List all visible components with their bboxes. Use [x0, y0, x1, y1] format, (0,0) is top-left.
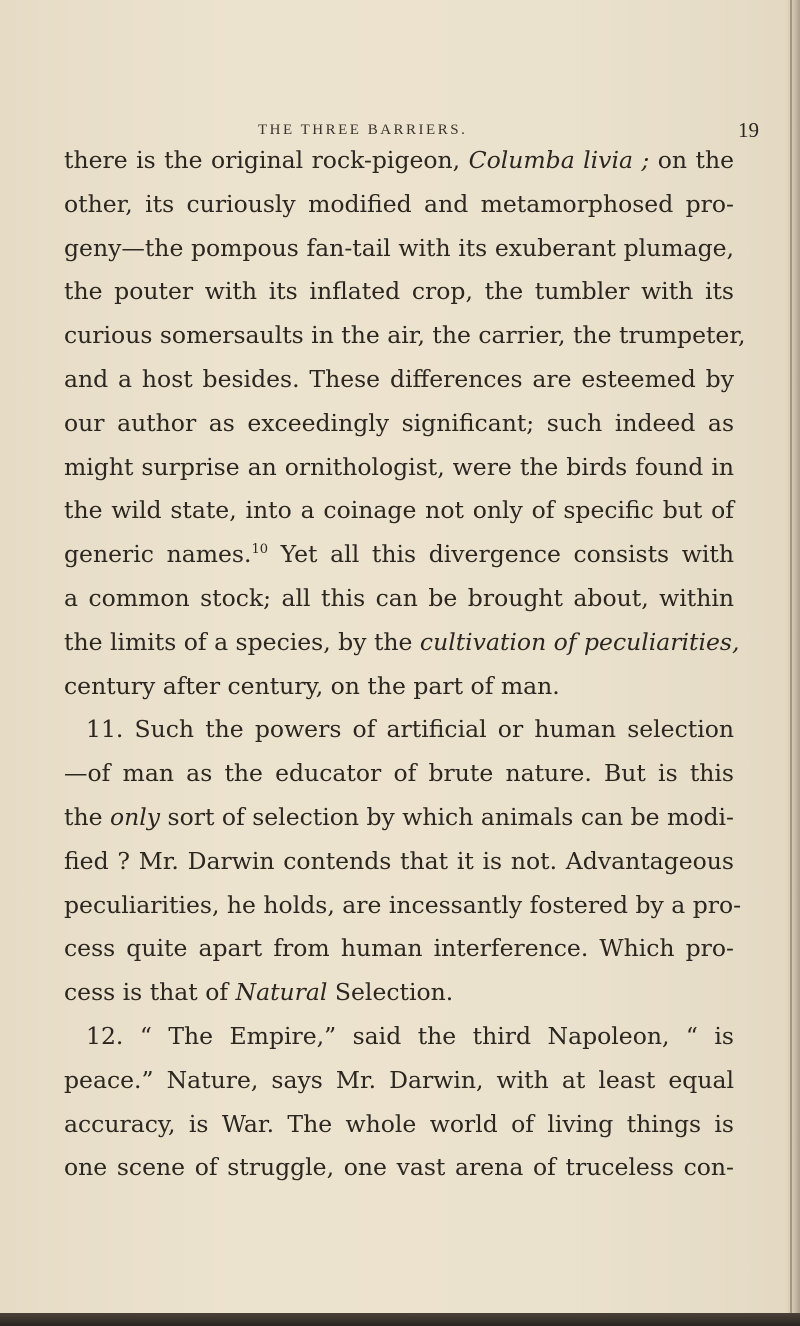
text-line — [64, 884, 742, 928]
text-segment: might surprise an ornithologist, were the birds found in — [64, 452, 734, 481]
text-segment: the — [64, 802, 110, 831]
text-line — [64, 971, 734, 1015]
text-segment: the pouter with its inflated crop, the tumbler with its — [64, 277, 734, 306]
text-segment: century after century, on the part of man. — [64, 671, 560, 700]
text-segment: Selection. — [327, 978, 454, 1007]
text-segment: the wild state, into a coinage not only of specific but of — [64, 496, 734, 525]
text-line — [64, 227, 734, 271]
body-text — [64, 139, 746, 1190]
text-line — [64, 796, 734, 840]
text-line — [64, 577, 734, 621]
text-line — [64, 1103, 734, 1147]
italic-text: only — [109, 802, 161, 831]
text-segment: and a host besides. These differences are esteemed by — [64, 364, 734, 393]
text-line — [64, 402, 734, 446]
text-segment: accuracy, is War. The whole world of living things is — [64, 1109, 734, 1138]
text-line — [64, 840, 734, 884]
text-segment: peace.” Nature, says Mr. Darwin, with at least equal — [64, 1065, 734, 1094]
text-segment: on the — [649, 146, 734, 174]
text-line — [64, 752, 734, 796]
page-binding-edge — [790, 0, 792, 1326]
text-line — [64, 533, 734, 577]
text-segment: other, its curiously modified and metamorphosed pro- — [64, 189, 734, 218]
text-segment: geny—the pompous fan-tail with its exuberant plumage, — [64, 233, 734, 262]
italic-text: Natural — [235, 978, 328, 1007]
text-line — [64, 446, 734, 490]
text-segment: cess is that of — [64, 978, 236, 1007]
text-segment: cess quite apart from human interference. Which pro- — [64, 934, 734, 963]
text-line — [64, 314, 746, 358]
running-title: THE THREE BARRIERS. — [258, 122, 468, 138]
text-line — [64, 1015, 734, 1059]
text-line — [64, 489, 734, 533]
text-segment: peculiarities, he holds, are incessantly fostered by a pro- — [64, 890, 742, 919]
text-line — [64, 1146, 734, 1190]
text-segment: one scene of struggle, one vast arena of truceless con- — [64, 1153, 734, 1182]
text-segment: there is the original rock-pigeon, — [64, 146, 469, 174]
text-line — [64, 139, 734, 183]
italic-text: cultivation of peculiarities, — [419, 627, 740, 656]
text-segment: our author as exceedingly significant; such indeed as — [64, 408, 734, 437]
text-line — [64, 358, 734, 402]
page-edge-shadow — [786, 0, 800, 1326]
text-segment: fied ? Mr. Darwin contends that it is not. Advantageous — [64, 846, 734, 875]
text-segment: Yet all this divergence consists with — [268, 540, 734, 569]
text-segment: generic names. — [64, 540, 252, 569]
text-line — [64, 621, 740, 665]
text-segment: the limits of a species, by the — [64, 627, 420, 656]
text-line — [64, 183, 734, 227]
text-line — [64, 927, 734, 971]
text-line — [64, 708, 734, 752]
page-number: 19 — [738, 118, 759, 142]
text-segment: 11. Such the powers of artificial or human selection — [86, 715, 734, 744]
text-segment: curious somersaults in the air, the carrier, the trumpeter, — [64, 321, 746, 350]
text-segment: sort of selection by which animals can be modi- — [160, 802, 734, 831]
text-segment: a common stock; all this can be brought about, within — [64, 583, 734, 612]
text-line — [64, 1059, 734, 1103]
italic-text: Columba livia ; — [468, 146, 650, 174]
scan-bottom-edge — [0, 1313, 800, 1326]
text-line — [64, 270, 734, 314]
text-segment: —of man as the educator of brute nature. But is this — [64, 759, 734, 788]
text-line — [64, 665, 734, 709]
footnote-reference: 10 — [251, 542, 268, 558]
text-segment: 12. “ The Empire,” said the third Napoleon, “ is — [86, 1021, 734, 1050]
